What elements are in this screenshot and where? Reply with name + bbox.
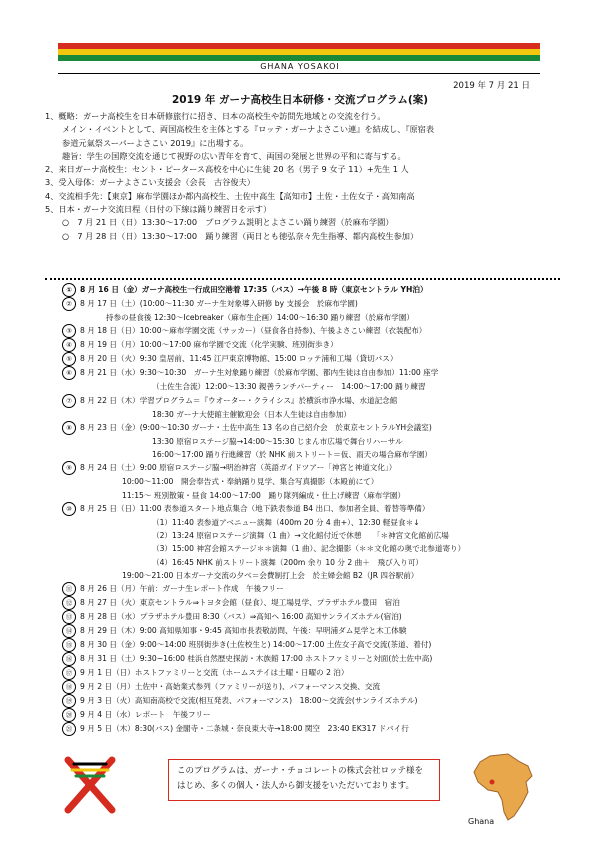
notice-line: このプログラムは、ガーナ・チョコレートの株式会社ロッテ様を [177, 766, 423, 776]
document-date: 2019 年 7 月 21 日 [453, 81, 530, 91]
schedule-row [62, 542, 562, 555]
schedule-text: 13:30 原宿ロステージ脇→14:00～15:30 じまん市広場で舞台リハーサル [152, 436, 403, 446]
schedule-text: （土佐生合流）12:00～13:30 親善ランチパーティー 14:00～17:00 踊り練習 [152, 382, 426, 392]
schedule-text: 10:00～11:00 開会奉告式・奉納踊り見学、集合写真撮影（本殿前にて） [122, 477, 379, 487]
overview-line: メイン・イベントとして、両国高校生を主体とする『ロッテ・ガーナよさこい連』を結成し、『原宿表 [62, 124, 435, 135]
schedule-text: 8 月 28 日（水）プラザホテル豊田 8:30（バス）⇒高知へ 16:00 高知サンライズホテル(宿泊) [80, 612, 402, 621]
schedule-number: ⑱ [62, 680, 76, 694]
schedule-row [62, 489, 562, 502]
schedule-row [62, 516, 562, 529]
schedule-row [62, 610, 562, 624]
overview-line: ○ 7 月 28 日（日）13:30～17:00 踊り練習（両日とも徳弘奈々先生指導、都内高校生参加） [62, 230, 419, 241]
schedule-row [62, 666, 562, 680]
schedule-number: ⑯ [62, 652, 76, 666]
schedule-row [62, 380, 562, 393]
schedule-list [62, 283, 562, 736]
overview-line: 2、来日ガーナ高校生：セント・ピータース高校を中心に生徒 20 名（男子 9 女子 11）+先生 1 人 [45, 164, 409, 175]
schedule-number: ⑮ [62, 638, 76, 652]
schedule-number: ⑧ [62, 421, 76, 435]
overview-line: 5、日本・ガーナ交流日程（日付の下線は踊り練習日を示す） [45, 204, 272, 215]
schedule-row [62, 352, 562, 366]
schedule-number: ① [62, 283, 76, 297]
schedule-text: 8 月 26 日（月）午前：ガーナ生レポート作成 午後フリー [80, 584, 284, 593]
overview-section [45, 110, 565, 243]
schedule-text: （4）16:45 NHK 前ストリート演舞（200m 余り 10 分 2 曲＋ 飛び入り可） [152, 557, 424, 567]
schedule-row [62, 421, 562, 435]
org-header: GHANA YOSAKOI [260, 62, 340, 71]
notice-line: はじめ、多くの個人・法人から御支援をいただいております。 [177, 781, 414, 791]
schedule-text: 8 月 31 日（土）9:30~16:00 桂浜自然歴史探訪・木族館 17:00 ホストファミリーと対面(於土佐中高) [80, 654, 433, 663]
map-label: Ghana [468, 817, 495, 826]
schedule-row [62, 502, 562, 516]
schedule-text: 8 月 20 日（火）9:30 皇居前、11:45 江戸東京博物館、15:00 ロッテ浦和工場（貸切バス） [80, 354, 398, 364]
schedule-number: ② [62, 297, 76, 311]
schedule-row [62, 475, 562, 488]
schedule-number: ⑲ [62, 694, 76, 708]
overview-line: 参道元氣祭スーパーよさこい 2019』に出場する。 [62, 137, 249, 148]
schedule-text: 8 月 23 日（金）(9:00～10:30 ガーナ・土佐中高生 13 名の自己紹介会 於東京セントラルYH会議室) [80, 422, 432, 432]
schedule-row [62, 694, 562, 708]
schedule-row [62, 582, 562, 596]
schedule-row [62, 408, 562, 421]
schedule-number: ⑤ [62, 352, 76, 366]
ghana-crest-logo [60, 754, 120, 820]
schedule-text: 8 月 30 日（金）9:00～14:00 班別街歩き(土佐校生と) 14:00～17:00 土佐女子高で交流(茶道、着付) [80, 640, 432, 649]
schedule-row [62, 596, 562, 610]
schedule-row [62, 529, 562, 542]
schedule-text: （1）11:40 表参道アベニュー演舞（400m 20 分 4 曲+）、12:30 軽昼食＊↓ [152, 517, 420, 527]
schedule-number: ⑩ [62, 502, 76, 516]
schedule-row [62, 461, 562, 475]
schedule-text: 8 月 27 日（火）東京セントラル⇒トヨタ会館（昼食）、堤工場見学、プラザホテル豊田 宿泊 [80, 598, 400, 607]
schedule-number: ⑦ [62, 394, 76, 408]
schedule-row [62, 680, 562, 694]
schedule-text: 8 月 19 日（月）10:00～17:00 麻布学園で交流（化学実験、班別街歩き） [80, 340, 338, 350]
schedule-text: 8 月 17 日（土）(10:00～11:30 ガーナ生対象導入研修 by 支援会 於麻布学園) [80, 299, 358, 308]
schedule-row [62, 722, 562, 736]
schedule-row [62, 297, 562, 311]
schedule-text: 9 月 1 日（日）ホストファミリーと交流（ホームステイは土曜・日曜の 2 泊） [80, 668, 349, 677]
overview-line: 3、受入母体：ガーナよさこい支援会（会長 古谷俊夫） [45, 177, 255, 188]
schedule-text: （2）13:24 原宿ロステージ演舞（1 曲）→文化館付近で休憩 「＊神宮文化館前広場 [152, 531, 449, 540]
schedule-text: 9 月 4 日（水）レポート 午後フリー [80, 710, 211, 719]
schedule-text: 11:15～ 班別散策・昼食 14:00～17:00 踊り隊列編成・仕上げ練習（麻布学園） [122, 490, 406, 500]
schedule-row [62, 638, 562, 652]
schedule-text: 8 月 29 日（木）9:00 高知県知事・9:45 高知市長表敬訪問、午後：早明浦ダム見学と木工体験 [80, 626, 407, 635]
schedule-row [62, 569, 562, 582]
schedule-text: 9 月 3 日（火）高知南高校で交流(相互発表、パフォーマンス) 18:00～交流会(サンライズホテル) [80, 696, 418, 705]
page-title: 2019 年 ガーナ高校生日本研修・交流プログラム(案) [171, 94, 429, 106]
schedule-text: 8 月 16 日（金）ガーナ高校生一行成田空港着 17:35（バス）→午後 8 時（東京セントラル YH泊） [80, 285, 428, 294]
schedule-text: 持参の昼食後 12:30～Icebreaker（麻布生企画）14:00～16:30 踊り練習（於麻布学園） [106, 313, 415, 322]
schedule-row [62, 708, 562, 722]
schedule-row [62, 448, 562, 461]
schedule-number: ⑫ [62, 596, 76, 610]
schedule-text: 19:00～21:00 日本ガーナ交流の夕べ＝会費制打上会 於主婦会館 B2（JR 四谷駅前） [122, 570, 419, 580]
schedule-number: ⑳ [62, 708, 76, 722]
schedule-text: 8 月 21 日（水）9:30～10:30 ガーナ生対象踊り練習（於麻布学園、都内生徒は自由参加）11:00 座学 [80, 368, 439, 378]
schedule-number: ㉑ [62, 722, 76, 736]
schedule-text: 8 月 22 日（木）学習プログラム＝『ウオーター・クライシス』於横浜市浄水場、水道記念館 [80, 395, 398, 405]
schedule-number: ⑰ [62, 666, 76, 680]
schedule-row [62, 624, 562, 638]
schedule-text: （3）15:00 神宮会館ステージ＊＊演舞（1 曲）、記念撮影（＊＊文化館の奥で北参道寄り） [152, 544, 466, 554]
schedule-row [62, 324, 562, 338]
schedule-number: ④ [62, 338, 76, 352]
schedule-row [62, 366, 562, 380]
schedule-row [62, 394, 562, 408]
schedule-row [62, 435, 562, 448]
schedule-text: 8 月 24 日（土）9:00 原宿ロステージ脇→明治神宮（英語ガイドツアー「神宮と神道文化」） [80, 463, 397, 473]
schedule-row [62, 652, 562, 666]
schedule-row [62, 556, 562, 569]
schedule-number: ⑬ [62, 610, 76, 624]
schedule-row [62, 283, 562, 297]
flag-stripe-green [58, 55, 540, 61]
schedule-number: ⑨ [62, 461, 76, 475]
schedule-text: 18:30 ガーナ大使館主催歓迎会（日本人生徒は自由参加） [152, 409, 351, 419]
header-rule [58, 73, 540, 74]
schedule-number: ⑪ [62, 582, 76, 596]
schedule-text: 9 月 2 日（月）土佐中・高始業式参列（ファミリーが送り)、パフォーマンス交換、交流 [80, 682, 381, 691]
schedule-text: 8 月 18 日（日）10:00～麻布学園交流（サッカー）（昼食各自持参)、午後よさこい練習（衣装配布） [80, 326, 427, 336]
schedule-text: 16:00～17:00 踊り行進練習（於 NHK 前ストリート＝仮、雨天の場合麻布学園） [152, 450, 433, 459]
schedule-text: 8 月 25 日（日）11:00 表参道スタート地点集合（地下鉄表参道 B4 出口、参加者全員、着替等準備） [80, 503, 430, 513]
overview-line: 1、概略：ガーナ高校生を日本研修旅行に招き、日本の高校生や訪問先地域との交流を行う。 [45, 111, 386, 121]
schedule-text: 9 月 5 日（木）8:30(バス) 金閣寺・二条城・奈良東大寺→18:00 関空 23:40 EK317 ドバイ行 [80, 724, 409, 733]
schedule-row [62, 311, 562, 324]
sponsor-notice [168, 759, 440, 801]
overview-line: 4、交流相手先：【東京】麻布学園ほか都内高校生、土佐中高生【高知市】土佐・土佐女子・高知南高 [45, 190, 415, 201]
schedule-row [62, 338, 562, 352]
overview-line: 趣旨：学生の国際交流を通じて視野の広い青年を育て、両国の発展と世界の平和に寄与する。 [62, 150, 406, 161]
schedule-number: ⑭ [62, 624, 76, 638]
schedule-number: ⑥ [62, 366, 76, 380]
schedule-number: ③ [62, 324, 76, 338]
overview-line: ○ 7 月 21 日（日）13:30～17:00 プログラム説明とよさこい踊り練習（於麻布学園） [62, 217, 394, 228]
section-divider [45, 278, 560, 280]
